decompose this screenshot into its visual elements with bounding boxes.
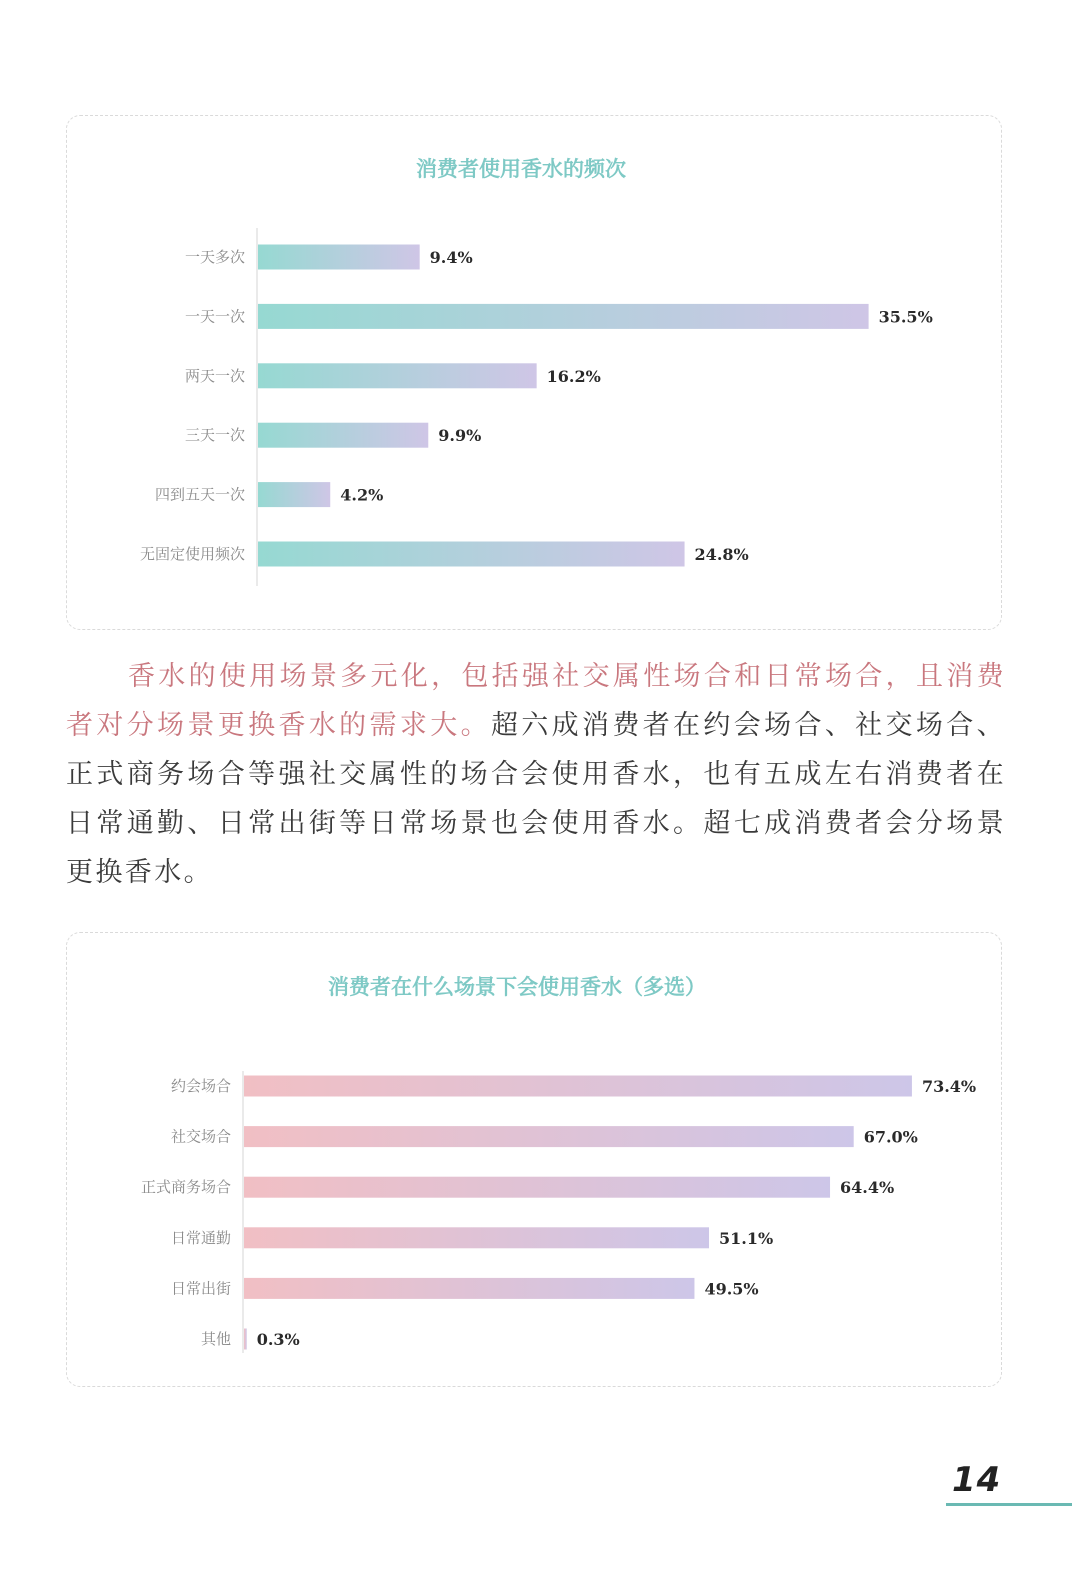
bar bbox=[258, 482, 330, 507]
scenario-bar-chart bbox=[67, 933, 1003, 1388]
category-label: 社交场合 bbox=[170, 1127, 231, 1146]
bar bbox=[244, 1076, 912, 1097]
value-label: 67.0% bbox=[863, 1127, 918, 1147]
category-label: 其他 bbox=[200, 1330, 231, 1348]
bar bbox=[258, 423, 428, 448]
value-label: 16.2% bbox=[546, 366, 601, 386]
category-label: 四到五天一次 bbox=[154, 485, 245, 504]
scenario-chart-card bbox=[66, 932, 1002, 1387]
bar bbox=[258, 304, 869, 329]
bar bbox=[258, 363, 537, 388]
bar-group bbox=[140, 228, 933, 586]
category-label: 两天一次 bbox=[184, 366, 245, 385]
value-label: 24.8% bbox=[694, 545, 749, 564]
bar bbox=[244, 1177, 830, 1198]
chart-title: 消费者使用香水的频次 bbox=[416, 157, 626, 181]
frequency-chart-card bbox=[66, 115, 1002, 630]
value-label: 35.5% bbox=[878, 307, 933, 327]
category-label: 日常通勤 bbox=[170, 1228, 231, 1247]
value-label: 0.3% bbox=[256, 1330, 300, 1349]
bar bbox=[258, 245, 420, 270]
category-label: 一天多次 bbox=[184, 248, 245, 266]
body-paragraph bbox=[66, 652, 1006, 897]
bar bbox=[244, 1126, 854, 1147]
bar bbox=[244, 1227, 709, 1248]
value-label: 73.4% bbox=[921, 1077, 977, 1096]
bar-group bbox=[141, 1071, 976, 1353]
page-number-underline bbox=[946, 1503, 1072, 1506]
body-text: 超六成消费者在约会场合、社交场合、正式商务场合等强社交属性的场合会使用香水，也有五成左右消费者在日常通勤、日常出街等日常场景也会使用香水。超七成消费者会分场景更换香水。 bbox=[66, 710, 1006, 888]
value-label: 9.4% bbox=[429, 248, 473, 267]
bar bbox=[258, 542, 685, 567]
highlight-text: 香水的使用场景多元化，包括强社交属性场合和日常场合，且消费者对分场景更换香水的需求大。 bbox=[66, 661, 1006, 741]
category-label: 一天一次 bbox=[184, 307, 245, 326]
category-label: 正式商务场合 bbox=[140, 1178, 231, 1197]
value-label: 49.5% bbox=[704, 1279, 759, 1299]
page-number: 14 bbox=[952, 1460, 1002, 1500]
bar bbox=[244, 1278, 694, 1299]
category-label: 约会场合 bbox=[170, 1077, 231, 1095]
value-label: 4.2% bbox=[340, 485, 384, 505]
value-label: 64.4% bbox=[840, 1178, 895, 1198]
category-label: 日常出街 bbox=[170, 1279, 231, 1298]
category-label: 无固定使用频次 bbox=[139, 545, 245, 563]
chart-title: 消费者在什么场景下会使用香水（多选） bbox=[328, 975, 706, 999]
category-label: 三天一次 bbox=[184, 426, 245, 445]
value-label: 51.1% bbox=[719, 1228, 774, 1248]
frequency-bar-chart bbox=[67, 116, 1003, 631]
value-label: 9.9% bbox=[438, 426, 482, 446]
bar bbox=[244, 1329, 247, 1350]
